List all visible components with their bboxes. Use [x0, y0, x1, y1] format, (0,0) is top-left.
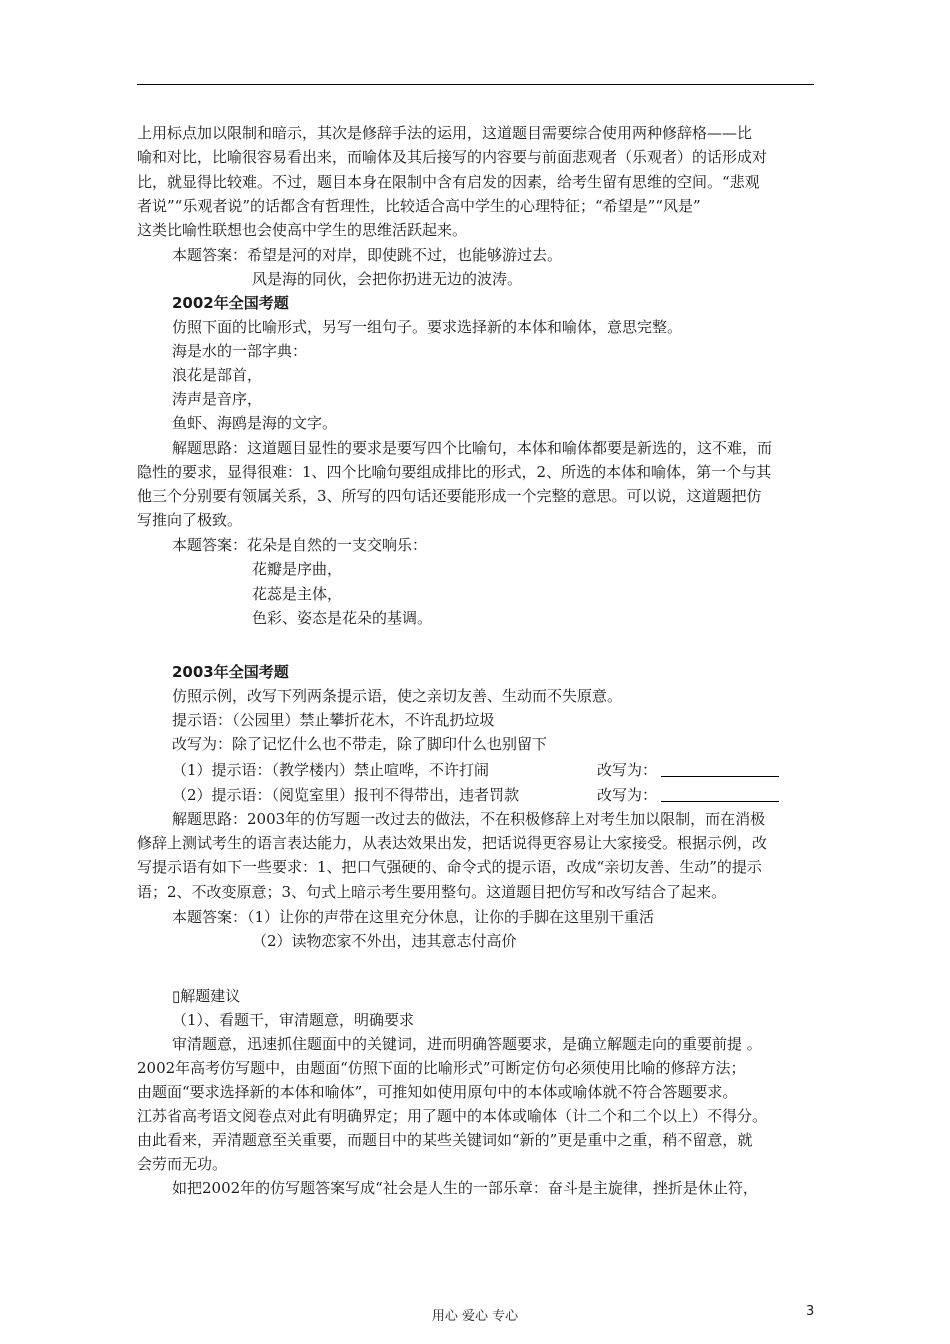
text-line: （1）提示语：（教学楼内）禁止喧哗，不许打闹 改写为：: [172, 758, 872, 782]
text-line: 上用标点加以限制和暗示，其次是修辞手法的运用，这道题目需要综合使用两种修辞格——比: [137, 124, 753, 142]
text-line: 语；2、不改变原意；3、句式上暗示考生要用整句。这道题目把仿写和改写结合了起来。: [137, 883, 727, 901]
text-line: 本题答案：（1）让你的声带在这里充分休息，让你的手脚在这里别干重活: [172, 908, 655, 926]
text-line: 浪花是部首，: [172, 366, 263, 384]
text-line: 改写为：除了记忆什么也不带走，除了脚印什么也别留下: [172, 735, 548, 753]
rewrite-label: 改写为：: [597, 758, 779, 782]
text-line: 花蕊是主体，: [252, 585, 343, 603]
text-line: 会劳而无功。: [137, 1155, 228, 1173]
text-line: 写推向了极致。: [137, 511, 243, 529]
text-line: 花瓣是序曲，: [252, 560, 343, 578]
text-line: 者说”“乐观者说”的话都含有哲理性，比较适合高中学生的心理特征；“希望是”“风是”: [137, 197, 701, 215]
header-rule: [137, 84, 814, 85]
section-heading: 2002年全国考题: [172, 294, 289, 312]
page-footer: 用心 爱心 专心: [431, 1309, 519, 1324]
text-line: 解题思路：2003年的仿写题一改过去的做法，不在积极修辞上对考生加以限制，而在消极: [172, 810, 766, 828]
text-line: 涛声是音序，: [172, 390, 263, 408]
text-line: 写提示语有如下一些要求：1、把口气强硬的、命令式的提示语，改成“亲切友善、生动”的提示: [137, 858, 762, 876]
text-line: 他三个分别要有领属关系，3、所写的四句话还要能形成一个完整的意思。可以说，这道题把仿: [137, 487, 762, 505]
text-line: 由此看来，弄清题意至关重要，而题目中的某些关键词如“新的”更是重中之重，稍不留意，就: [137, 1131, 753, 1149]
text-line: 比，就显得比较难。不过，题目本身在限制中含有启发的因素，给考生留有思维的空间。“悲观: [137, 173, 760, 191]
text-line: 仿照下面的比喻形式，另写一组句子。要求选择新的本体和喻体，意思完整。: [172, 318, 683, 336]
text-line: 提示语：（公园里）禁止攀折花木，不许乱扔垃圾: [172, 711, 495, 729]
text-line: 这类比喻性联想也会使高中学生的思维活跃起来。: [137, 221, 468, 239]
text-line: 鱼虾、海鸥是海的文字。: [172, 414, 338, 432]
answer-blank: [661, 760, 779, 777]
page-number: 3: [806, 1304, 815, 1319]
answer-blank: [661, 785, 779, 802]
text-line: （1）、看题干，审清题意，明确要求: [172, 1011, 415, 1029]
rewrite-label: 改写为：: [597, 783, 779, 807]
text-line: 海是水的一部字典：: [172, 342, 308, 360]
text-line: （2）提示语：（阅览室里）报刊不得带出，违者罚款 改写为：: [172, 783, 872, 807]
text-line: ▯解题建议: [172, 987, 241, 1005]
text-line: 江苏省高考语文阅卷点对此有明确界定；用了题中的本体或喻体（计二个和二个以上）不得分。: [137, 1107, 768, 1125]
text-line: 色彩、姿态是花朵的基调。: [252, 609, 433, 627]
text-line: 隐性的要求，显得很难：1、四个比喻句要组成排比的形式，2、所选的本体和喻体，第一个与其: [137, 463, 772, 481]
text-line: 修辞上测试考生的语言表达能力，从表达效果出发，把话说得更容易让大家接受。根据示例，改: [137, 834, 768, 852]
text-line: 解题思路：这道题目显性的要求是要写四个比喻句，本体和喻体都要是新选的，这不难，而: [172, 439, 773, 457]
text-line: 审清题意，迅速抓住题面中的关键词，进而明确答题要求，是确立解题走向的重要前提 。: [172, 1035, 762, 1053]
text-line: 喻和对比，比喻很容易看出来，而喻体及其后接写的内容要与前面悲观者（乐观者）的话形成对: [137, 148, 768, 166]
text-line: 如把2002年的仿写题答案写成“社会是人生的一部乐章：奋斗是主旋律，挫折是休止符，: [172, 1179, 758, 1197]
text-line: （2）读物恋家不外出，违其意志付高价: [252, 932, 517, 950]
text-line: 本题答案：希望是河的对岸，即使跳不过，也能够游过去。: [172, 246, 563, 264]
text-line: 本题答案：花朵是自然的一支交响乐：: [172, 536, 428, 554]
text-line: 由题面“要求选择新的本体和喻体”，可推知如使用原句中的本体或喻体就不符合答题要求。: [137, 1083, 738, 1101]
text-line: 仿照示例，改写下列两条提示语，使之亲切友善、生动而不失原意。: [172, 687, 623, 705]
text-line: 风是海的同伙，会把你扔进无边的波涛。: [252, 270, 523, 288]
text-line: 2002年高考仿写题中，由题面“仿照下面的比喻形式”可断定仿句必须使用比喻的修辞方法；: [137, 1059, 746, 1077]
section-heading: 2003年全国考题: [172, 663, 289, 681]
